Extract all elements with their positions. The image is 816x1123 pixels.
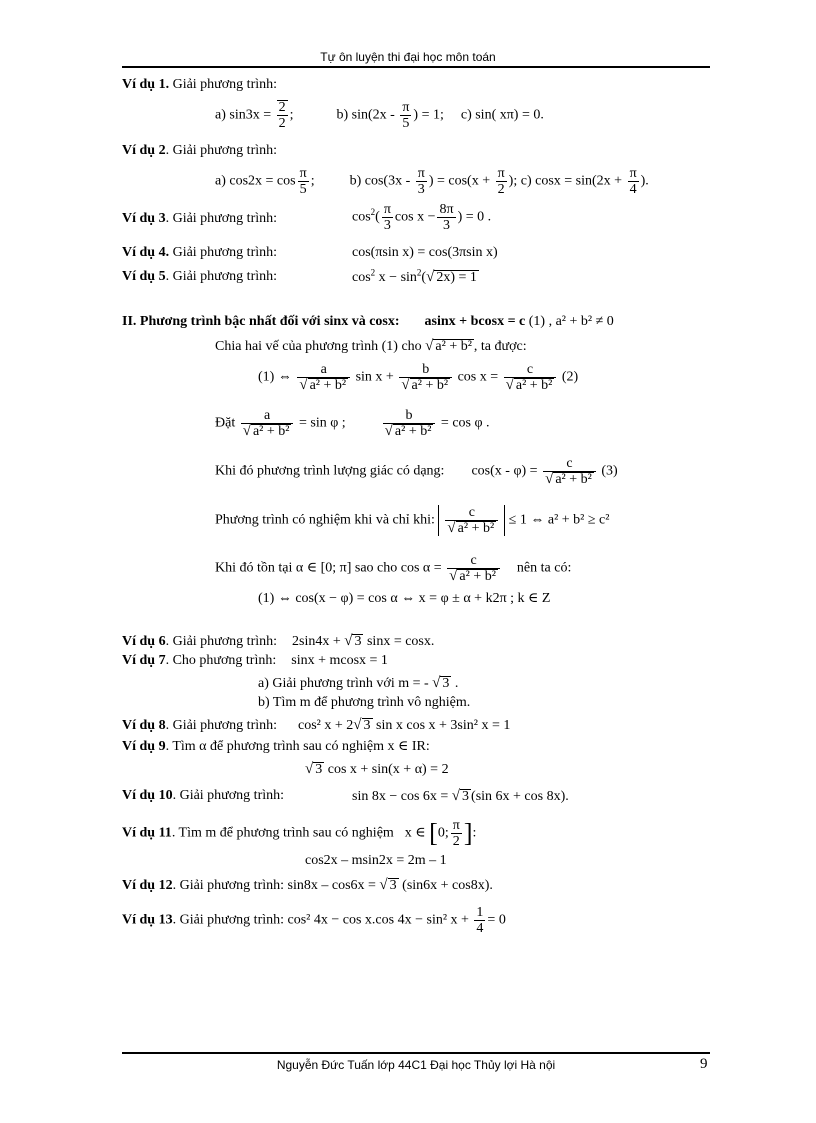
- text: α ∈ [0; π]: [295, 560, 352, 576]
- fraction: [383, 408, 436, 439]
- den: √ a² + b²: [297, 377, 350, 393]
- example-label: Ví dụ 6: [122, 634, 166, 649]
- den: √ a² + b²: [399, 377, 452, 393]
- den: 4: [628, 181, 639, 197]
- text: cos x =: [457, 369, 499, 385]
- eq-1a: a) sin3x =: [215, 107, 275, 123]
- fraction: [543, 456, 596, 487]
- example-2-title: [122, 142, 277, 160]
- example-1-equations: a) sin3x = $\frac{2}{2}$ ; b) sin(2x - $\frac{\pi}{5}$ ) = 1; c) sin( xπ) = 0.: [215, 100, 544, 131]
- num: π: [402, 100, 410, 115]
- eq-part: (sin6x + cos8x).: [398, 878, 493, 893]
- text: :: [472, 825, 477, 841]
- example-11-equation: cos2x – msin2x = 2m – 1: [305, 853, 447, 868]
- example-label: Ví dụ 9: [122, 739, 166, 754]
- text: cos(x - φ) =: [471, 463, 538, 479]
- example-10-equation: sin 8x − cos 6x = √ 3 (sin 6x + cos 8x).: [352, 788, 569, 804]
- example-4-title: [122, 244, 277, 262]
- page-number: 9: [700, 1056, 708, 1072]
- equation-number: (2): [561, 369, 579, 385]
- eq-part: sin 8x − cos 6x =: [352, 789, 452, 804]
- example-text: . Giải phương trình:: [165, 143, 278, 158]
- den: 3: [382, 217, 393, 233]
- text: .: [451, 676, 459, 691]
- final-equivalence: (1) ⇔ cos(x − φ) = cos α ⇔ x = φ ± α + k2π ; k ∈ Z: [258, 591, 551, 606]
- eq-1c: c) sin( xπ) = 0.: [460, 107, 544, 123]
- example-text: . Giải phương trình:: [172, 912, 285, 928]
- form-line: [215, 456, 618, 487]
- example-label: Ví dụ 5: [122, 269, 166, 284]
- fraction: [628, 166, 639, 197]
- num: π: [452, 818, 460, 833]
- den: 2: [278, 116, 286, 131]
- den: √ a² + b²: [504, 377, 557, 393]
- example-label: Ví dụ 10: [122, 788, 173, 803]
- example-label: Ví dụ 2: [122, 143, 166, 158]
- example-9-equation: √ 3 cos x + sin(x + α) = 2: [305, 761, 449, 777]
- num: c: [470, 553, 477, 568]
- example-7b: b) Tìm m để phương trình vô nghiệm.: [258, 695, 471, 710]
- example-7: [122, 652, 388, 670]
- sqrt-a2b2: a² + b²: [435, 339, 472, 354]
- example-text: . Giải phương trình:: [165, 634, 278, 649]
- bracket-close: ]: [463, 818, 473, 848]
- text: Phương trình có nghiệm khi và chỉ khi:: [215, 512, 435, 528]
- fraction: [474, 905, 485, 936]
- absolute-value: [438, 505, 505, 536]
- fraction: [400, 100, 411, 131]
- page-footer: Nguyễn Đức Tuấn lớp 44C1 Đại học Thủy lợi Hà nội: [276, 1058, 556, 1072]
- num: a: [320, 362, 327, 377]
- example-12: Ví dụ 12. Giải phương trình: sin8x – cos6x = √ 3 (sin6x + cos8x).: [122, 877, 493, 893]
- example-4-equation: cos(πsin x) = cos(3πsin x): [352, 245, 498, 260]
- example-text: . Tìm m để phương trình sau có nghiệm: [171, 825, 394, 841]
- sqrt: a² + b²: [411, 378, 449, 393]
- num: 8π: [439, 202, 454, 217]
- example-label: Ví dụ 12: [122, 878, 173, 893]
- eq-part: cos: [352, 270, 371, 285]
- bracket-open: [: [429, 818, 438, 848]
- eq-part: ) = 0 .: [457, 209, 492, 225]
- example-7a: a) Giải phương trình với m = - √ 3 .: [258, 675, 459, 691]
- eq-part: sin x cos x + 3sin² x = 1: [372, 718, 511, 733]
- fraction: [298, 166, 309, 197]
- eq-2c-end: ).: [640, 173, 649, 189]
- sqrt-2: [277, 100, 288, 115]
- text: , ta được:: [473, 339, 527, 354]
- sqrt: a² + b²: [309, 378, 347, 393]
- den: 3: [416, 181, 427, 197]
- eq: cos x + sin(x + α) = 2: [324, 762, 449, 777]
- num: π: [383, 202, 391, 217]
- example-5-title: [122, 268, 277, 286]
- den: 2: [496, 181, 507, 197]
- text: x ∈: [404, 825, 426, 841]
- eq-part: sinx = cosx.: [363, 634, 435, 649]
- num: 2: [278, 100, 286, 115]
- example-6: Ví dụ 6. Giải phương trình: 2sin4x + √ 3 sinx = cosx.: [122, 633, 435, 649]
- example-text: . Giải phương trình:: [165, 718, 278, 733]
- text: = cos φ .: [440, 415, 490, 431]
- eq-part: cos: [352, 209, 371, 225]
- example-text: Giải phương trình:: [169, 245, 278, 260]
- example-5-equation: $\cos^2 x - \sin^2(√$ 2x) = 1: [352, 267, 477, 285]
- text: sin x +: [355, 369, 394, 385]
- fraction: [399, 362, 452, 393]
- example-1-title: [122, 76, 277, 94]
- num: π: [497, 166, 505, 181]
- num: π: [417, 166, 425, 181]
- example-9: [122, 738, 430, 756]
- eq-1b: b) sin(2x -: [336, 107, 399, 123]
- sqrt: a² + b²: [515, 378, 553, 393]
- condition: a² + b² ≠ 0: [555, 314, 614, 329]
- text: cos α =: [400, 560, 442, 576]
- eq-part: = 0: [487, 912, 506, 928]
- den: √ a² + b²: [383, 423, 436, 439]
- example-text: . Giải phương trình:: [172, 788, 285, 803]
- example-label: Ví dụ 3: [122, 211, 166, 226]
- example-text: . Tìm α để phương trình sau có nghiệm x ∈ IR:: [165, 739, 430, 754]
- num: b: [422, 362, 430, 377]
- fraction: [241, 408, 294, 439]
- sqrt-3: 3: [442, 676, 450, 691]
- page-header: Tự ôn luyện thi đại học môn toán: [320, 50, 496, 64]
- sqrt: a² + b²: [252, 424, 290, 439]
- text: (1) ⇔: [258, 369, 292, 385]
- sqrt-3: 3: [389, 878, 397, 893]
- section-2-title: [122, 313, 614, 331]
- sqrt-3: 3: [315, 762, 323, 777]
- den: 3: [437, 217, 455, 233]
- eq-2a: a) cos2x = cos: [215, 173, 296, 189]
- num: c: [468, 505, 475, 520]
- substitution-line: [215, 408, 490, 439]
- text: nên ta có:: [516, 560, 572, 576]
- section-title: II. Phương trình bậc nhất đối với sinx và cosx:: [122, 314, 400, 329]
- fraction: [445, 505, 498, 536]
- text: Đặt: [215, 415, 236, 431]
- example-3-title: [122, 210, 277, 228]
- den: √ a² + b²: [241, 423, 294, 439]
- text: a) Giải phương trình với m = -: [258, 676, 433, 691]
- example-label: Ví dụ 8: [122, 718, 166, 733]
- text: sao cho: [354, 560, 398, 576]
- example-label: Ví dụ 13: [122, 912, 173, 928]
- den: √ a² + b²: [447, 568, 500, 584]
- equation-2: [258, 362, 578, 393]
- eq-part: (: [421, 270, 427, 285]
- eq-1b-end: ) = 1;: [413, 107, 444, 123]
- fraction: [297, 362, 350, 393]
- condition-line: [215, 505, 609, 536]
- num: a: [263, 408, 271, 423]
- example-label: Ví dụ 11: [122, 825, 172, 841]
- example-3-equation: $\cos^2$( $\frac{\pi}{3}$ cos x − $\frac{8\pi}{3}$ ) = 0 .: [352, 202, 492, 233]
- header-rule: [122, 66, 710, 68]
- example-label: Ví dụ 1.: [122, 77, 170, 92]
- eq-part: cos x −: [394, 209, 436, 225]
- num: c: [526, 362, 534, 377]
- example-13: [122, 905, 506, 936]
- example-11: [122, 818, 476, 849]
- fraction: [504, 362, 557, 393]
- fraction: [437, 202, 455, 233]
- footer-rule: [122, 1052, 710, 1054]
- eq-2b-mid: ) = cos(x +: [428, 173, 494, 189]
- sqrt: a² + b²: [459, 569, 496, 584]
- den: √ a² + b²: [445, 520, 498, 536]
- eq: cos² 4x − cos x.cos 4x − sin² x +: [287, 912, 469, 928]
- num: b: [405, 408, 413, 423]
- den: 4: [476, 921, 484, 936]
- text: = sin φ ;: [298, 415, 346, 431]
- example-10: [122, 787, 284, 805]
- section-equation: asinx + bcosx = c: [424, 314, 526, 329]
- eq-part: 2sin4x +: [292, 634, 345, 649]
- eq-part: cos² x + 2: [298, 718, 354, 733]
- sqrt: a² + b²: [394, 424, 432, 439]
- den: 2: [451, 833, 462, 849]
- eq-2b: b) cos(3x -: [349, 173, 414, 189]
- eq-part: x − sin: [375, 270, 417, 285]
- example-2-equations: a) cos2x = cos $\frac{\pi}{5}$ ; b) cos(3x - $\frac{\pi}{3}$ ) = cos(x + $\frac{\pi}{2}$ ); c) cosx = sin(2x + $\frac{\pi}{4}$ ).: [215, 166, 649, 197]
- divide-line: Chia hai vế của phương trình (1) cho √ a² + b² , ta được:: [215, 338, 527, 354]
- eq-part: sin8x – cos6x =: [287, 878, 380, 893]
- sqrt-3: 3: [354, 634, 362, 649]
- sqrt-2x: 2x) = 1: [436, 270, 477, 285]
- equation-number: (1) ,: [528, 314, 553, 329]
- fraction: [382, 202, 393, 233]
- text: ≤ 1 ⇔ a² + b² ≥ c²: [508, 512, 610, 528]
- num: π: [299, 166, 307, 181]
- sqrt: a² + b²: [555, 472, 592, 487]
- example-text: Giải phương trình:: [169, 77, 278, 92]
- fraction: [496, 166, 507, 197]
- text: Khi đó tồn tại: [215, 560, 293, 576]
- sqrt-3: 3: [363, 718, 371, 733]
- sqrt-3: 3: [462, 789, 470, 804]
- text: 0;: [437, 825, 449, 841]
- text: Khi đó phương trình lượng giác có dạng:: [215, 463, 445, 479]
- den: 5: [298, 181, 309, 197]
- example-text: . Giải phương trình:: [165, 269, 278, 284]
- den: √ a² + b²: [543, 471, 596, 487]
- num: 1: [476, 905, 484, 920]
- example-text: . Giải phương trình:: [165, 211, 278, 226]
- eq: sinx + mcosx = 1: [291, 653, 388, 668]
- example-label: Ví dụ 4.: [122, 245, 170, 260]
- fraction: [447, 553, 500, 584]
- eq-2c: ); c) cosx = sin(2x +: [508, 173, 626, 189]
- example-text: . Giải phương trình:: [172, 878, 285, 893]
- num: π: [629, 166, 637, 181]
- fraction: [277, 100, 288, 131]
- example-label: Ví dụ 7: [122, 653, 166, 668]
- fraction: [416, 166, 427, 197]
- sqrt: a² + b²: [457, 521, 495, 536]
- alpha-line: [215, 553, 571, 584]
- num: c: [566, 456, 573, 471]
- equation-number: (3): [601, 463, 618, 479]
- den: 5: [400, 115, 411, 131]
- example-text: . Cho phương trình:: [165, 653, 277, 668]
- eq-part: (sin 6x + cos 8x).: [471, 789, 569, 804]
- fraction: [451, 818, 462, 849]
- example-8: Ví dụ 8. Giải phương trình: cos² x + 2√ 3 sin x cos x + 3sin² x = 1: [122, 717, 511, 733]
- text: Chia hai vế của phương trình (1) cho: [215, 339, 422, 354]
